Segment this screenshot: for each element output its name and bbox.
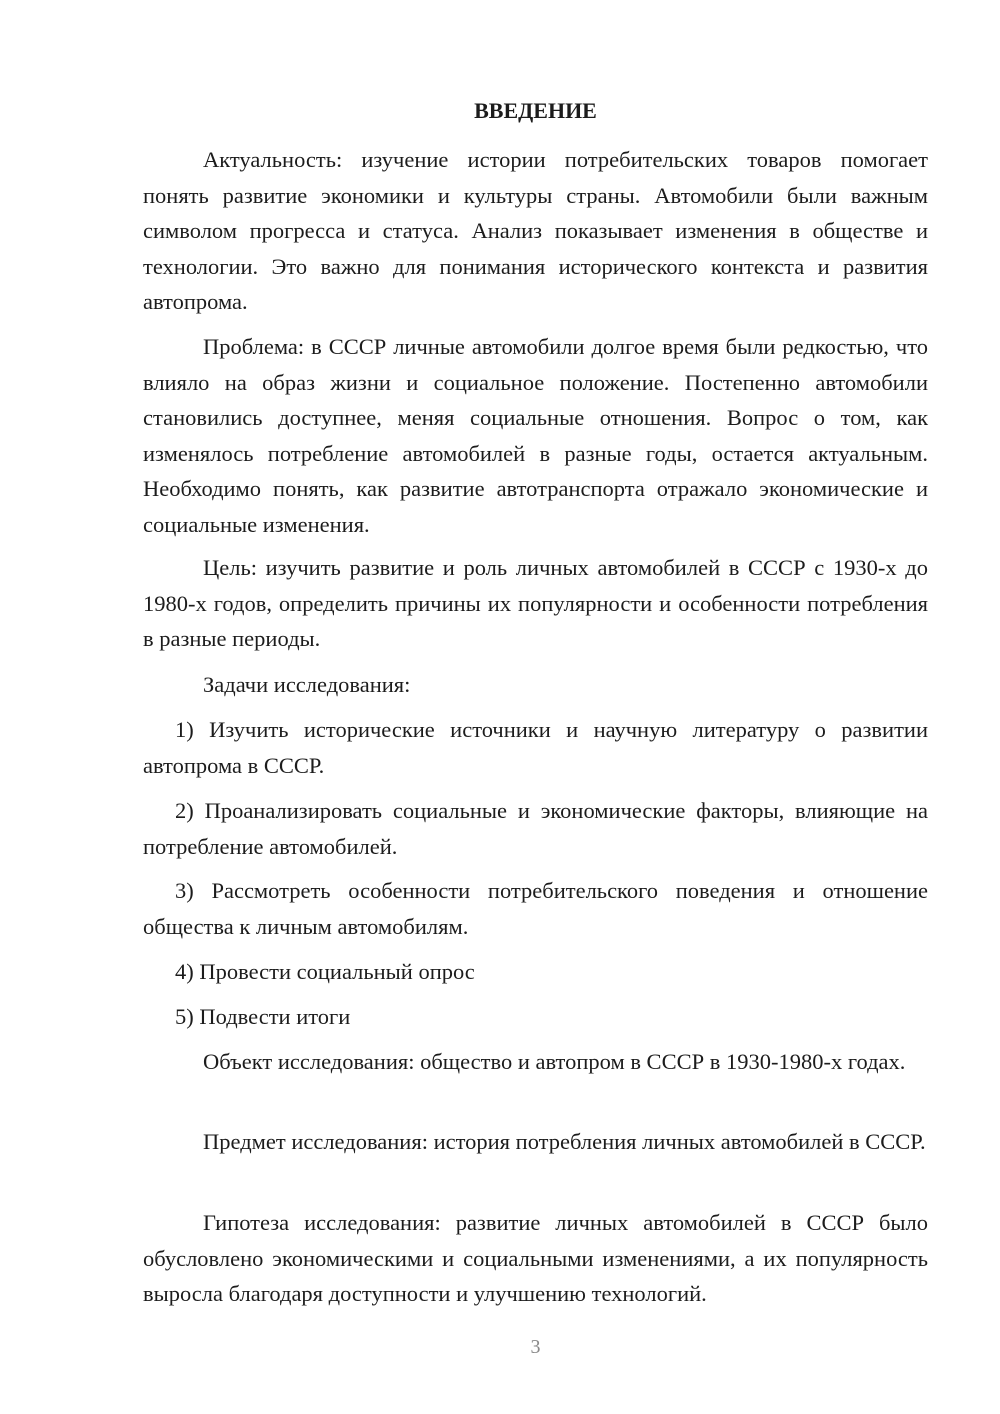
paragraph-hypothesis: Гипотеза исследования: развитие личных автомобилей в СССР было обусловлено экономическими и социальными изменениями, а их популярность выросла благодаря доступности и улучшению технологий.: [143, 1210, 928, 1306]
task-item-2: 2) Проанализировать социальные и экономические факторы, влияющие на потребление автомобилей.: [143, 798, 928, 859]
page-number: 3: [530, 1336, 541, 1358]
task-item-4: 4) Провести социальный опрос: [175, 959, 475, 984]
section-heading: ВВЕДЕНИЕ: [474, 98, 597, 123]
paragraph-relevance: Актуальность: изучение истории потребительских товаров помогает понять развитие экономики и культуры страны. Автомобили были важным символом прогресса и статуса. Анализ показывает изменения в обществе и технологии. Это важно для понимания исторического контекста и развития автопрома.: [143, 147, 928, 314]
paragraph-problem: Проблема: в СССР личные автомобили долгое время были редкостью, что влияло на образ жизни и социальное положение. Постепенно автомобили становились доступнее, меняя социальные отношения. Вопрос о том, как изменялось потребление автомобилей в разные годы, остается актуальным. Необходимо понять, как развитие автотранспорта отражало экономические и социальные изменения.: [143, 334, 928, 537]
task-item-3: 3) Рассмотреть особенности потребительского поведения и отношение общества к личным автомобилям.: [143, 878, 928, 939]
task-item-1: 1) Изучить исторические источники и научную литературу о развитии автопрома в СССР.: [143, 717, 928, 778]
paragraph-subject: Предмет исследования: история потребления личных автомобилей в СССР.: [203, 1129, 926, 1154]
paragraph-object: Объект исследования: общество и автопром в СССР в 1930-1980-х годах.: [203, 1049, 906, 1074]
paragraph-tasks-title: Задачи исследования:: [203, 672, 411, 697]
task-item-5: 5) Подвести итоги: [175, 1004, 351, 1029]
paragraph-goal: Цель: изучить развитие и роль личных автомобилей в СССР с 1930-х до 1980-х годов, определить причины их популярности и особенности потребления в разные периоды.: [143, 555, 928, 651]
